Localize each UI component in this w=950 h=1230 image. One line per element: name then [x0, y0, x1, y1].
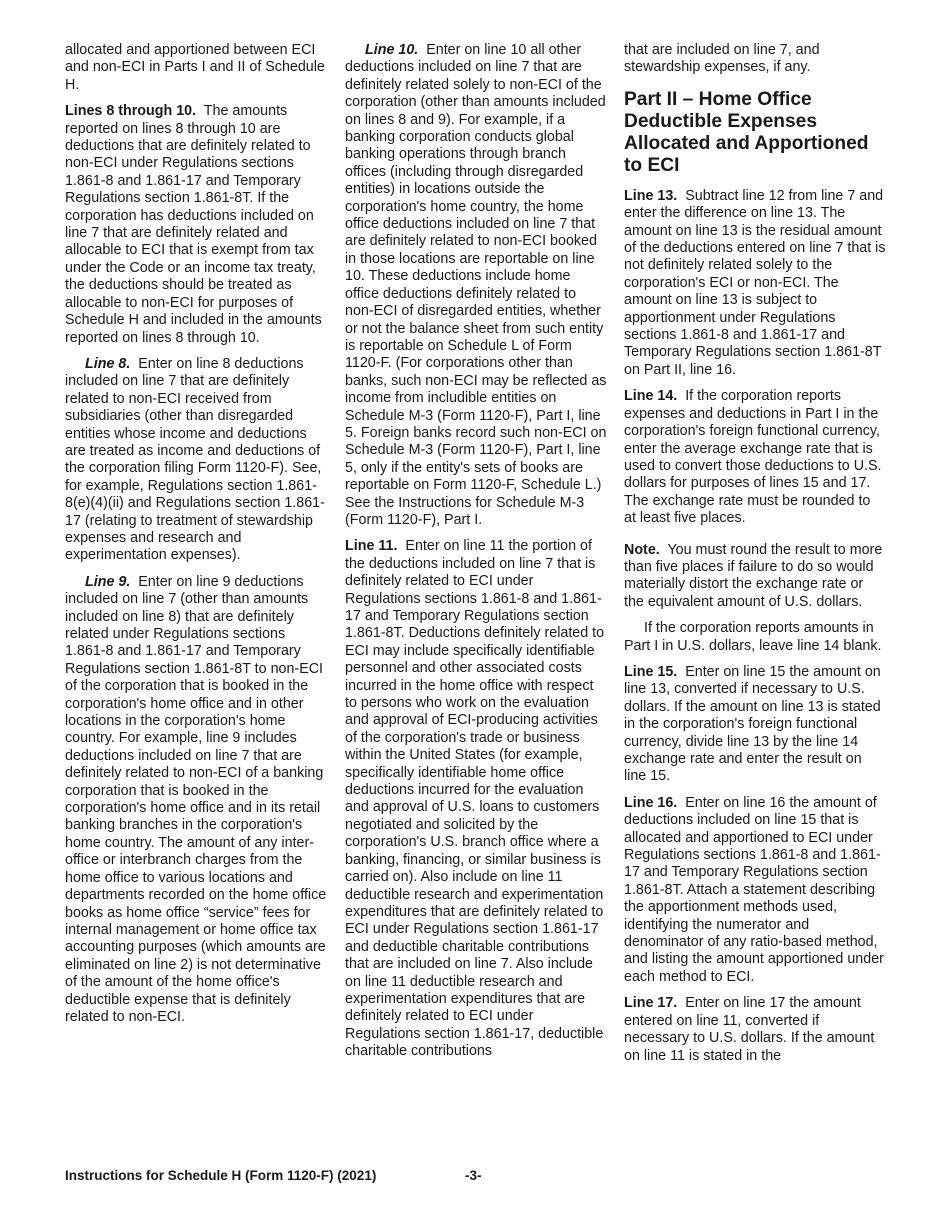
paragraph — [624, 42, 886, 77]
paragraph — [65, 356, 327, 565]
paragraph-lead: Line 9. — [85, 573, 131, 590]
section-heading: Part II – Home Office Deductible Expenses Allocated and Apportioned to ECI — [624, 88, 869, 176]
paragraph — [624, 664, 886, 786]
paragraph-lead: Line 16. — [624, 794, 678, 811]
footer-title: Instructions for Schedule H (Form 1120-F) (2021) — [65, 1168, 377, 1183]
paragraph — [624, 795, 886, 986]
paragraph — [624, 620, 886, 655]
paragraph-text: You must round the result to more than five places if failure to do so would materially distort the exchange rate or the equivalent amount of U.S. dollars. — [624, 541, 883, 610]
paragraph-text: If the corporation reports expenses and deductions in Part I in the corporation's foreign functional currency, enter the average exchange rate that is used to convert those deductions to U.S. dollars for purposes of lines 15 and 17. The exchange rate must be rounded to at least five places. — [624, 388, 882, 527]
paragraph-text: allocated and apportioned between ECI and non-ECI in Parts I and II of Schedule H. — [65, 42, 325, 93]
paragraph-text: Enter on line 10 all other deductions included on line 7 that are definitely related solely to non-ECI of the corporation (other than amounts included on lines 8 and 9). For example, if a banking corporation conducts global banking operations through branch offices (including through disregarded entities) in locations outside the corporation's home country, the home office deductions included on line 7 that are definitely related to non-ECI booked in those locations are reportable on line 10. These deductions include home office deductions definitely related to non-ECI of disregarded entities, whether or not the balance sheet from such entity is reportable on Schedule L of Form 1120-F. (For corporations other than banks, such non-ECI may be reflected as income from includible entities on Schedule M-3 (Form 1120-F), Part I, line 5. Foreign banks record such non-ECI on Schedule M-3 (Form 1120-F), Part I, line 5, only if the entity's sets of books are reportable on Form 1120-F, Schedule L.) See the Instructions for Schedule M-3 (Form 1120-F), Part I. — [345, 42, 607, 528]
paragraph — [345, 538, 607, 1060]
paragraph-text: Enter on line 15 the amount on line 13, converted if necessary to U.S. dollars. If the amount on line 13 is stated in the corporation's foreign functional currency, divide line 13 by the line 14 exchange rate and enter the result on line 15. — [624, 663, 881, 785]
text-column-2 — [345, 42, 607, 1070]
text-column-1 — [65, 42, 327, 1035]
paragraph — [65, 42, 327, 94]
paragraph-lead: Line 11. — [345, 538, 398, 555]
paragraph-text: Enter on line 17 the amount entered on line 11, converted if necessary to U.S. dollars. If the amount on line 11 is stated in the — [624, 995, 875, 1064]
page-number: -3- — [465, 1168, 482, 1183]
text-column-3 — [624, 42, 886, 1074]
paragraph — [624, 188, 886, 379]
paragraph-lead: Line 8. — [85, 355, 131, 372]
note-label: Note. — [624, 541, 660, 558]
paragraph — [624, 388, 886, 527]
paragraph — [65, 103, 327, 347]
paragraph — [65, 574, 327, 1027]
paragraph-lead: Line 17. — [624, 995, 678, 1012]
paragraph-lead: Line 13. — [624, 187, 678, 204]
paragraph-text: Enter on line 8 deductions included on line 7 that are definitely related to non-ECI received from subsidiaries (other than disregarded entities whose income and deductions are treated as income and deductions of the corporation filing Form 1120-F). See, for example, Regulations section 1.861-8(e)(4)(ii) and Regulations section 1.861-17 (relating to treatment of stewardship expenses and research and experimentation expenses). — [65, 355, 325, 564]
paragraph-text: Enter on line 11 the portion of the deductions included on line 7 that is definitely related to ECI under Regulations sections 1.861-8 and 1.861-17 and Temporary Regulations section 1.861-8T. Deductions definitely related to ECI may include specifically identifiable personnel and other associated costs incurred in the home office with respect to persons who work on the evaluation and approval of ECI-producing activities of the corporation's trade or business within the United States (for example, specifically identifiable home office deductions incurred for the evaluation and approval of U.S. loans to customers negotiated and solicited by the corporation's U.S. branch office where a banking, financing, or similar business is carried on). Also include on line 11 deductible research and experimentation expenditures that are definitely related to ECI under Regulations section 1.861-17 and deductible charitable contributions that are included on line 7. Also include on line 11 deductible research and experimentation expenditures that are definitely related to ECI under Regulations section 1.861-17, deductible charitable contributions — [345, 538, 605, 1060]
paragraph-text: The amounts reported on lines 8 through 10 are deductions that are definitely related to non-ECI under Regulations sections 1.861-8 and 1.861-17 and Temporary Regulations section 1.861-8T. If the corporation has deductions included on line 7 that are definitely related and allocable to ECI that is exempt from tax under the Code or an income tax treaty, the deductions should be treated as allocable to non-ECI for purposes of Schedule H and included in the amounts reported on lines 8 through 10. — [65, 103, 322, 346]
paragraph-lead: Line 14. — [624, 388, 678, 405]
paragraph — [345, 42, 607, 529]
paragraph-text: Enter on line 9 deductions included on line 7 (other than amounts included on line 8) that are definitely related under Regulations sections 1.861-8 and 1.861-17 and Temporary Regulations section 1.861-8T to non-ECI of the corporation that is booked in the corporation's home office and in other locations in the corporation's home country. For example, line 9 includes deductions included on line 7 that are definitely related to non-ECI of a banking corporation that is booked in the corporation's home office and in its retail banking branches in the corporation's home country. The amount of any inter-office or interbranch charges from the home office to various locations and departments recorded on the home office books as home office “service” fees for internal management or home office tax accounting purposes (which amounts are eliminated on line 2) is not determinative of the amount of the home office's deductible expense that is definitely related to non-ECI. — [65, 573, 327, 1025]
paragraph-text: that are included on line 7, and stewardship expenses, if any. — [624, 42, 820, 76]
paragraph-text: Enter on line 16 the amount of deductions included on line 15 that is allocated and apportioned to ECI under Regulations sections 1.861-8 and 1.861-17 and Temporary Regulations section 1.861-8T. Attach a statement describing the apportionment methods used, identifying the numerator and denominator of any ratio-based method, and listing the amount apportioned under each method to ECI. — [624, 794, 884, 985]
paragraph-text: If the corporation reports amounts in Part I in U.S. dollars, leave line 14 blank. — [624, 620, 882, 654]
paragraph-lead: Lines 8 through 10. — [65, 103, 197, 120]
paragraph-lead: Line 15. — [624, 663, 678, 680]
paragraph — [624, 995, 886, 1065]
paragraph — [624, 542, 886, 612]
paragraph-lead: Line 10. — [365, 42, 419, 58]
paragraph-text: Subtract line 12 from line 7 and enter the difference on line 13. The amount on line 13 is the residual amount of the deductions entered on line 7 that is not definitely related solely to the corporation's ECI or non-ECI. The amount on line 13 is subject to apportionment under Regulations sections 1.861-8 and 1.861-17 and Temporary Regulations section 1.861-8T on Part II, line 16. — [624, 187, 886, 378]
